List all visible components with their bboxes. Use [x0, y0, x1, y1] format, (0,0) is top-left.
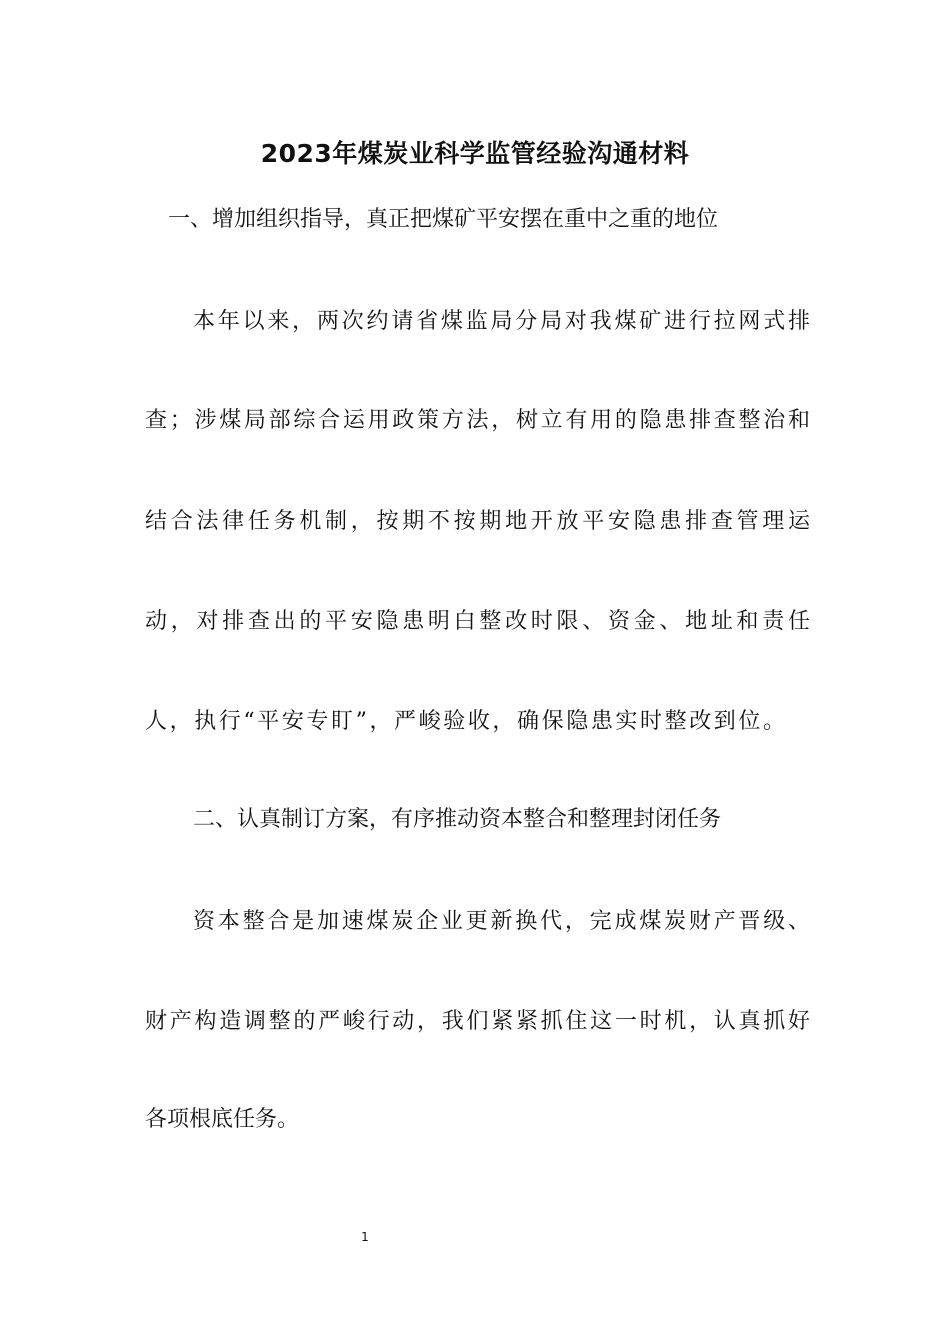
paragraph-line: 人，执行“平安专盯”，严峻验收，确保隐患实时整改到位。 [145, 709, 785, 734]
paragraph-line: 本年以来，两次约请省煤监局分局对我煤矿进行拉网式排 [193, 309, 810, 334]
paragraph-line: 资本整合是加速煤炭企业更新换代，完成煤炭财产晋级、 [193, 909, 810, 934]
paragraph-line: 动，对排查出的平安隐患明白整改时限、资金、地址和责任 [145, 609, 810, 634]
section-heading-2: 二、认真制订方案，有序推动资本整合和整理封闭任务 [193, 807, 722, 832]
paragraph-line: 结合法律任务机制，按期不按期地开放平安隐患排查管理运 [145, 509, 810, 534]
paragraph-line: 查；涉煤局部综合运用政策方法，树立有用的隐患排查整治和 [145, 408, 810, 433]
document-title: 2023年煤炭业科学监管经验沟通材料 [260, 139, 690, 168]
paragraph-line: 财产构造调整的严峻行动，我们紧紧抓住这一时机，认真抓好 [145, 1009, 810, 1034]
section-heading-1: 一、增加组织指导，真正把煤矿平安摆在重中之重的地位 [168, 207, 719, 232]
page-number: 1 [361, 1230, 369, 1244]
paragraph-line: 各项根底任务。 [145, 1107, 300, 1132]
